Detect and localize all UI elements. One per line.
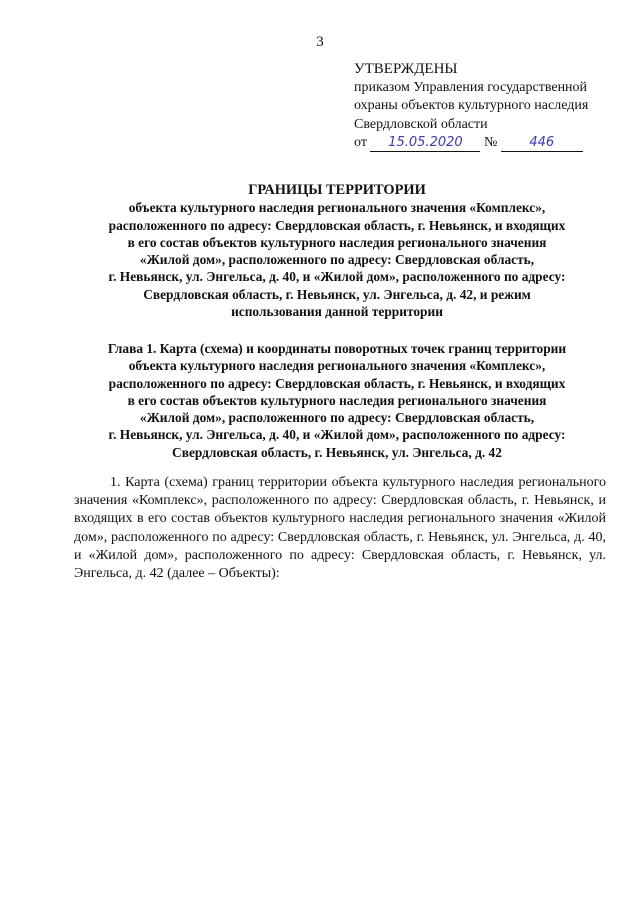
page-number: 3	[316, 34, 324, 50]
paragraph-1: 1. Карта (схема) границ территории объекта культурного наследия регионального значения «Комплекс», расположенного по адресу: Свердловская область, г. Невьянск, и входящих в его состав объектов культурного наследия регионального значения «Жилой дом», расположенного по адресу: Свердловская область, г. Невьянск, ул. Энгельса, д. 40, и «Жилой дом», расположенного по адресу: Свердловская область, г. Невьянск, ул. Энгельса, д. 42 (далее – Объекты):	[74, 475, 606, 582]
chapter-line: расположенного по адресу: Свердловская область, г. Невьянск, и входящих	[108, 375, 566, 391]
title-line: в его состав объектов культурного наследия регионального значения	[127, 234, 547, 250]
approval-line: охраны объектов культурного наследия	[354, 98, 589, 113]
title-line: г. Невьянск, ул. Энгельса, д. 40, и «Жилой дом», расположенного по адресу:	[108, 269, 566, 285]
approval-block	[354, 60, 636, 153]
date-prefix: от	[354, 135, 367, 150]
approval-line: Свердловской области	[354, 116, 488, 132]
chapter-line: объекта культурного наследия регионального значения «Комплекс»,	[128, 358, 546, 374]
approval-line: приказом Управления государственной	[354, 79, 588, 95]
handwritten-order-number: 446	[501, 135, 583, 152]
number-label: №	[483, 135, 498, 150]
handwritten-date: 15.05.2020	[370, 135, 480, 152]
title-line: использования данной территории	[231, 304, 443, 320]
title-line: объекта культурного наследия регионального значения «Комплекс»,	[128, 200, 546, 216]
title-line: «Жилой дом», расположенного по адресу: Свердловская область,	[139, 252, 535, 268]
chapter-line: г. Невьянск, ул. Энгельса, д. 40, и «Жилой дом», расположенного по адресу:	[108, 427, 566, 443]
chapter-line: в его состав объектов культурного наследия регионального значения	[127, 392, 547, 408]
approval-date-line	[354, 134, 636, 153]
chapter-heading	[66, 340, 608, 461]
title-line: расположенного по адресу: Свердловская область, г. Невьянск, и входящих	[108, 217, 566, 233]
chapter-line: Свердловская область, г. Невьянск, ул. Энгельса, д. 42	[172, 444, 502, 460]
document-title	[66, 182, 608, 320]
chapter-line: «Жилой дом», расположенного по адресу: Свердловская область,	[139, 410, 535, 426]
title-line: Свердловская область, г. Невьянск, ул. Энгельса, д. 42, и режим	[143, 286, 531, 302]
approval-heading: УТВЕРЖДЕНЫ	[354, 61, 458, 77]
title-main: ГРАНИЦЫ ТЕРРИТОРИИ	[248, 182, 426, 198]
chapter-line: Глава 1. Карта (схема) и координаты поворотных точек границ территории	[107, 341, 567, 356]
